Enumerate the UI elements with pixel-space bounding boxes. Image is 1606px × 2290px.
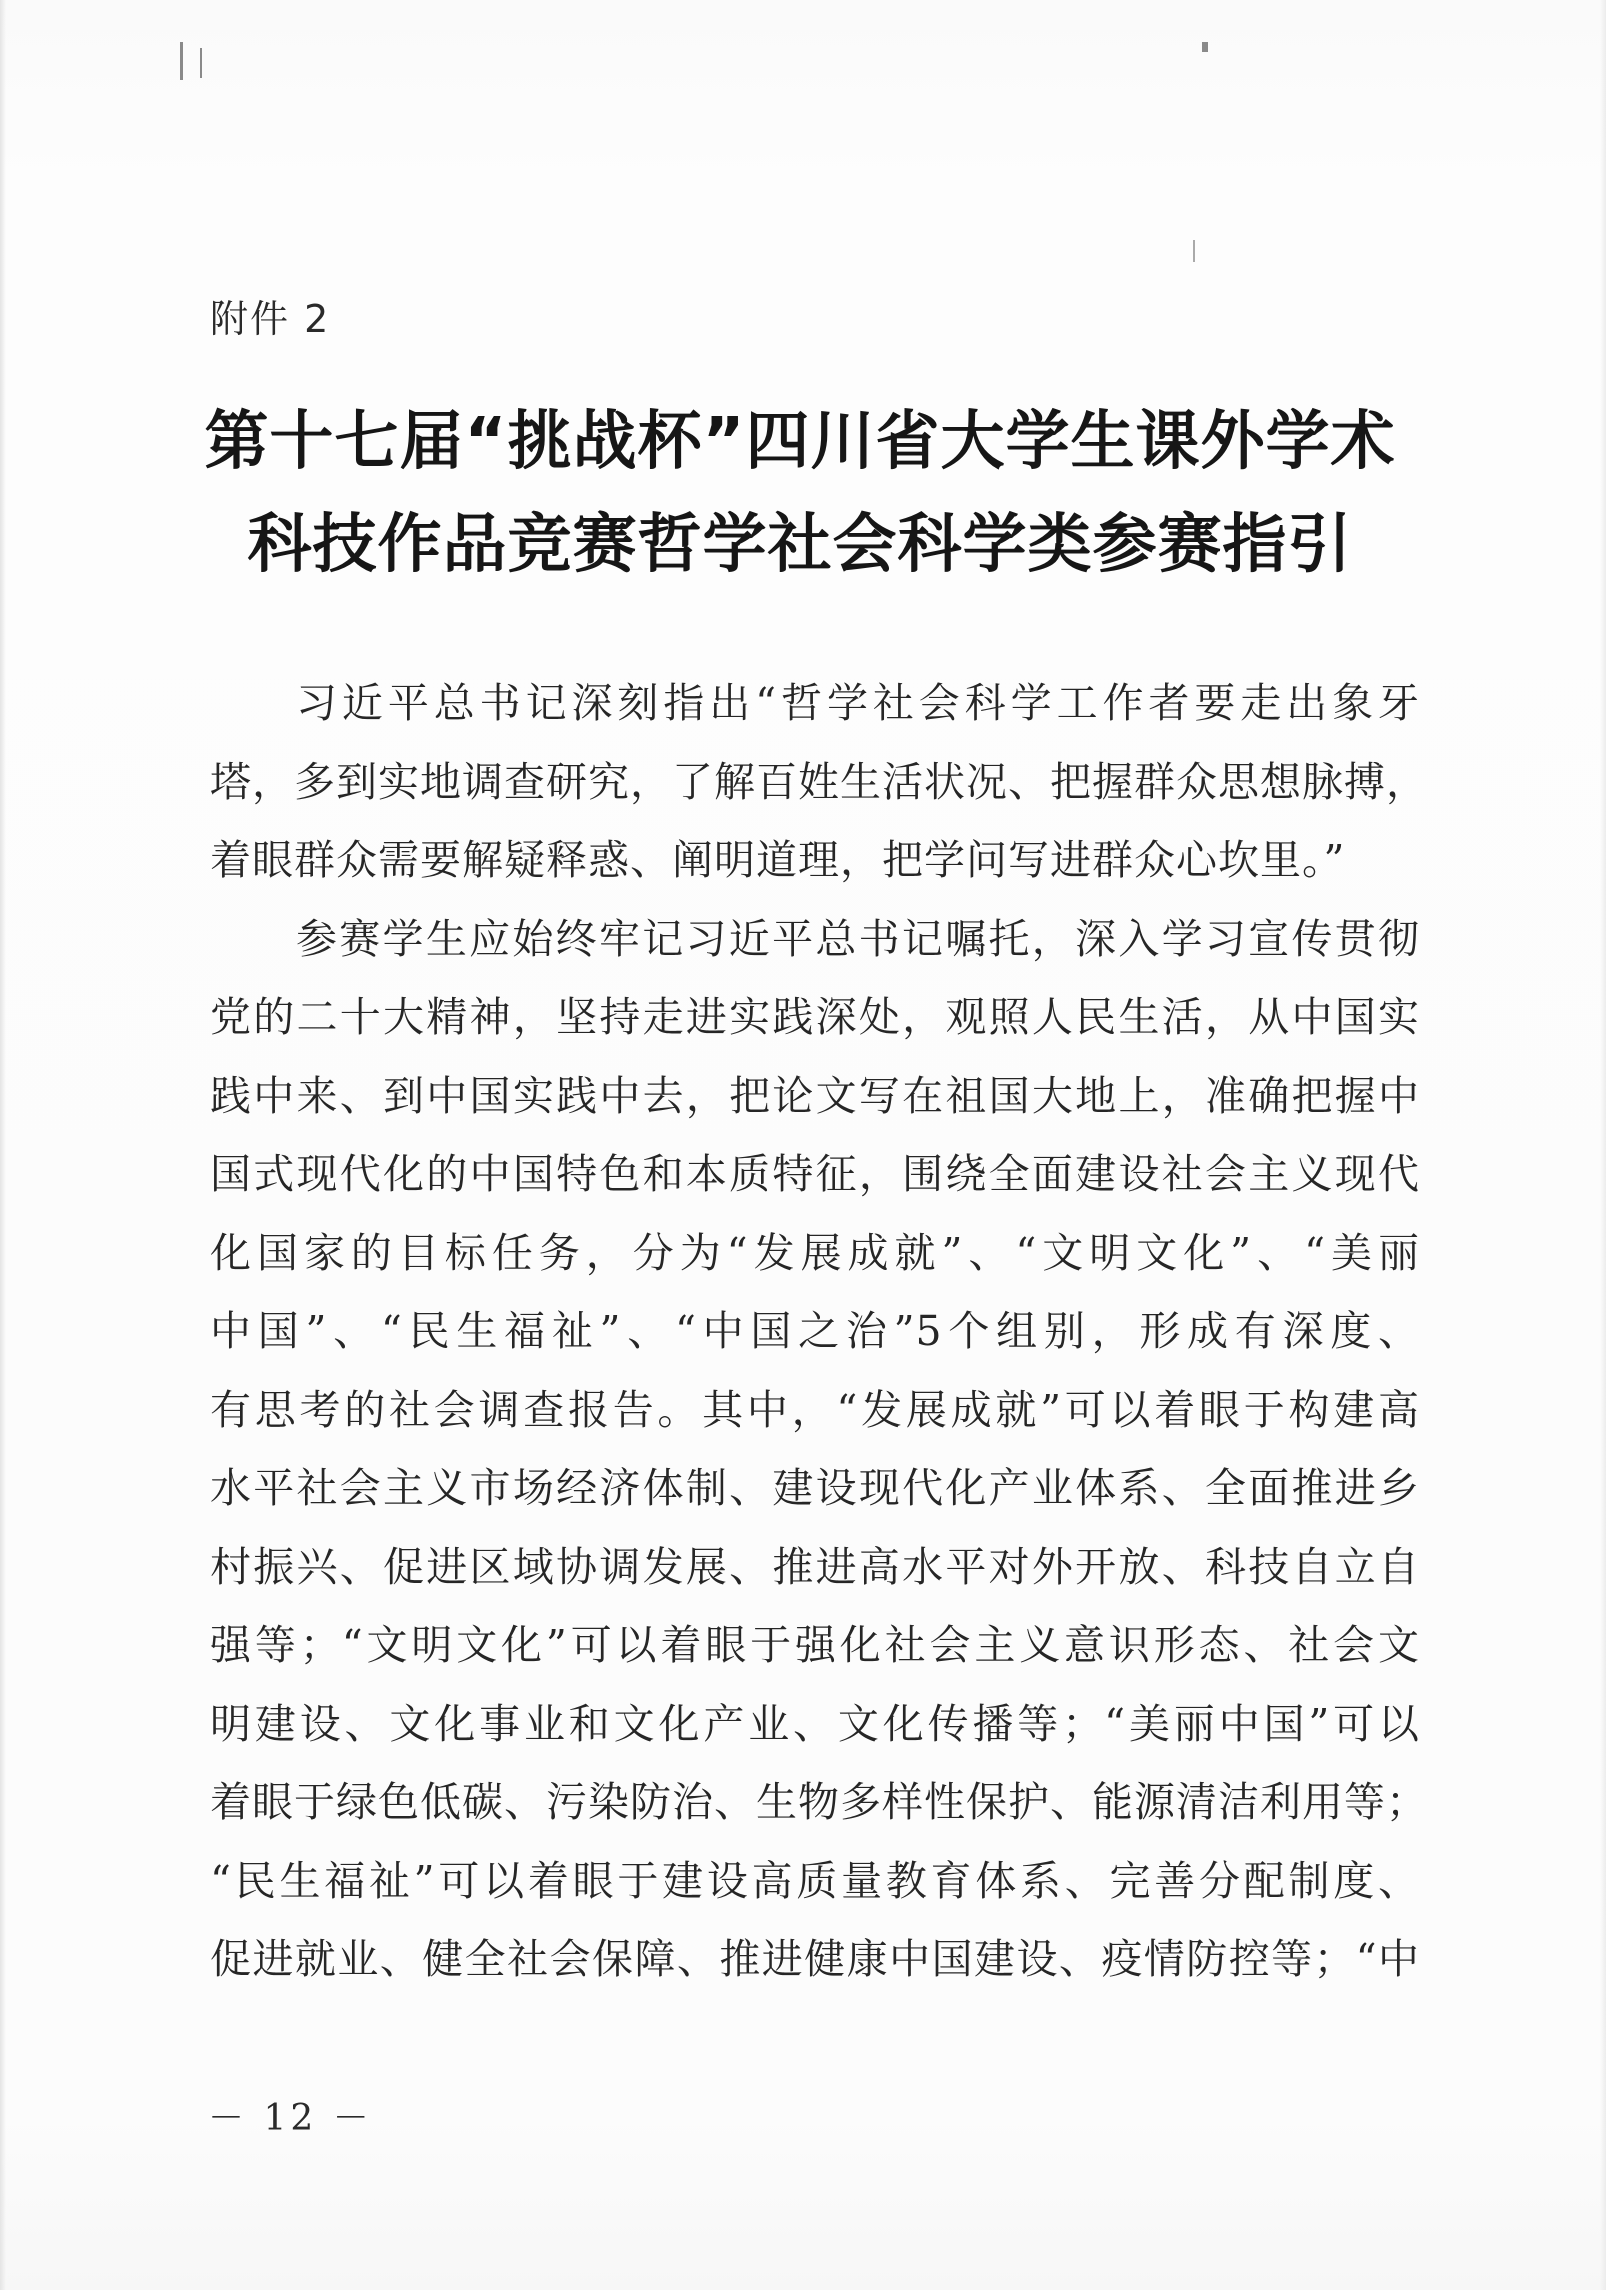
page-edge-shadow-right bbox=[1600, 0, 1606, 2290]
document-title-line-2: 科技作品竞赛哲学社会科学类参赛指引 bbox=[247, 508, 1353, 582]
body-line: 水平社会主义市场经济体制、建设现代化产业体系、全面推进乡 bbox=[210, 1464, 1420, 1512]
scan-artifact bbox=[180, 42, 183, 80]
document-title-line-1: 第十七届“挑战杯”四川省大学生课外学术 bbox=[204, 405, 1396, 479]
body-line: 着眼群众需要解疑释惑、阐明道理，把学问写进群众心坎里。” bbox=[210, 836, 1346, 884]
scan-artifact bbox=[1193, 240, 1195, 262]
scan-artifact bbox=[1202, 42, 1208, 52]
body-line: 着眼于绿色低碳、污染防治、生物多样性保护、能源清洁利用等； bbox=[210, 1778, 1428, 1826]
body-line: 党的二十大精神，坚持走进实践深处，观照人民生活，从中国实 bbox=[210, 993, 1420, 1041]
page-number: － 12 － bbox=[208, 2098, 373, 2139]
body-line: 强等；“文明文化”可以着眼于强化社会主义意识形态、社会文 bbox=[210, 1621, 1420, 1669]
scan-artifact bbox=[200, 48, 202, 78]
body-line: 塔，多到实地调查研究，了解百姓生活状况、把握群众思想脉搏， bbox=[210, 757, 1428, 806]
body-line: 有思考的社会调查报告。其中，“发展成就”可以着眼于构建高 bbox=[210, 1385, 1420, 1434]
body-line: “民生福祉”可以着眼于建设高质量教育体系、完善分配制度、 bbox=[210, 1856, 1420, 1905]
body-line: 化国家的目标任务，分为“发展成就”、“文明文化”、“美丽 bbox=[210, 1228, 1420, 1277]
body-line: 国式现代化的中国特色和本质特征，围绕全面建设社会主义现代 bbox=[210, 1150, 1420, 1198]
attachment-label: 附件 2 bbox=[210, 297, 331, 341]
page-edge-shadow-left bbox=[0, 0, 6, 2290]
body-line: 促进就业、健全社会保障、推进健康中国建设、疫情防控等；“中 bbox=[210, 1935, 1420, 1983]
document-body bbox=[210, 664, 1428, 1999]
body-line: 村振兴、促进区域协调发展、推进高水平对外开放、科技自立自 bbox=[210, 1542, 1420, 1591]
body-line: 习近平总书记深刻指出“哲学社会科学工作者要走出象牙 bbox=[296, 679, 1420, 727]
body-line: 明建设、文化事业和文化产业、文化传播等；“美丽中国”可以 bbox=[210, 1699, 1420, 1748]
body-line: 中国”、“民生福祉”、“中国之治”5个组别，形成有深度、 bbox=[210, 1307, 1420, 1355]
body-line: 践中来、到中国实践中去，把论文写在祖国大地上，准确把握中 bbox=[210, 1071, 1420, 1120]
body-line: 参赛学生应始终牢记习近平总书记嘱托，深入学习宣传贯彻 bbox=[296, 914, 1420, 963]
